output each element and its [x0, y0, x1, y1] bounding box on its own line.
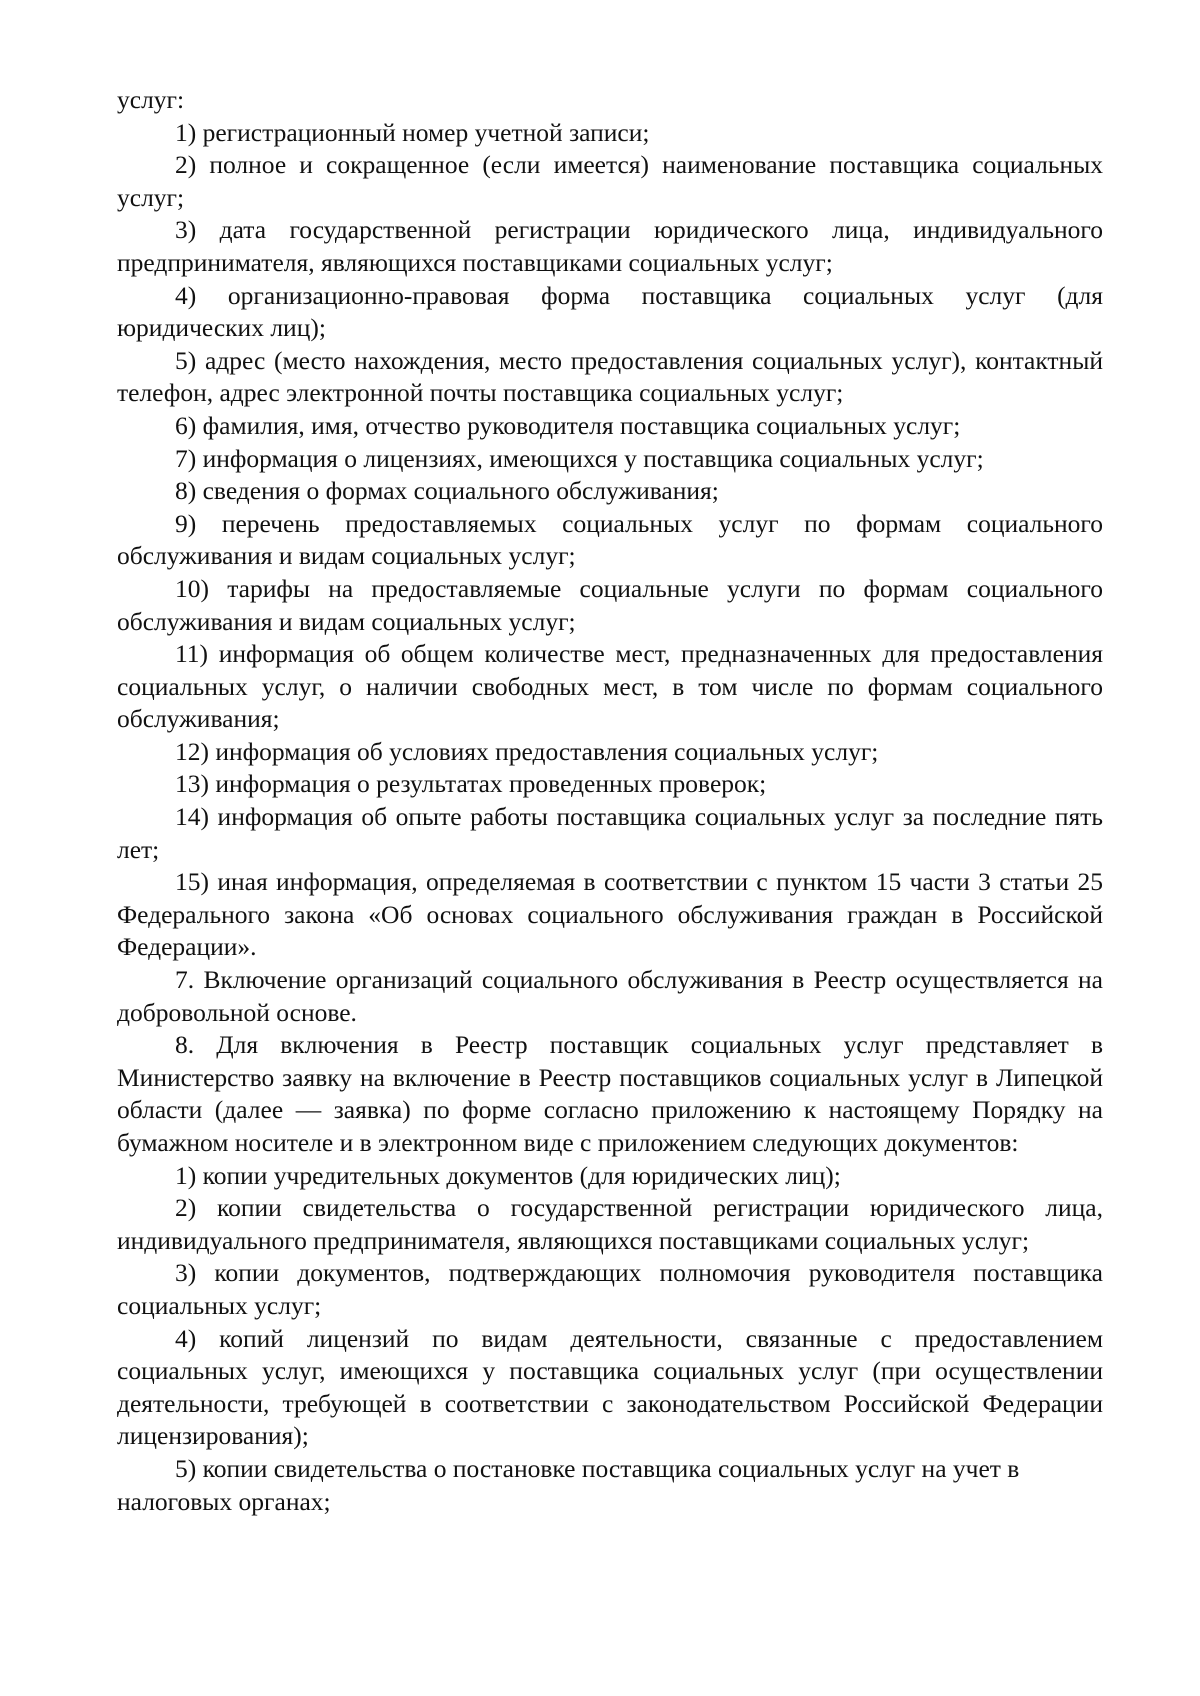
- doc-item-4: 4) копий лицензий по видам деятельности, связанные с предоставлением социальных услуг, имеющихся у поставщика социальных услуг (при осуществлении деятельности, требующей в соответствии с законодательством Российской Федерации лицензирования);: [117, 1323, 1103, 1451]
- doc-item-1: 1) копии учредительных документов (для юридических лиц);: [175, 1160, 841, 1190]
- paragraph-continuation: услуг:: [117, 85, 185, 114]
- list-item-5: 5) адрес (место нахождения, место предоставления социальных услуг), контактный телефон, адрес электронной почты поставщика социальных услуг;: [117, 345, 1103, 408]
- list-item-2: 2) полное и сокращенное (если имеется) наименование поставщика социальных услуг;: [117, 150, 1103, 212]
- list-item-9: 9) перечень предоставляемых социальных услуг по формам социального обслуживания и видам социальных услуг;: [117, 508, 1103, 571]
- list-item-11: 11) информация об общем количестве мест, предназначенных для предоставления социальных услуг, о наличии свободных мест, в том числе по формам социального обслуживания;: [117, 639, 1103, 734]
- list-item-15: 15) иная информация, определяемая в соответствии с пунктом 15 части 3 статьи 25 Федерального закона «Об основах социального обслуживания граждан в Российской Федерации».: [117, 867, 1103, 962]
- document-page: [117, 84, 1103, 1518]
- list-item-3: 3) дата государственной регистрации юридического лица, индивидуального предпринимателя, являющихся поставщиками социальных услуг;: [117, 215, 1103, 277]
- list-item-8: 8) сведения о формах социального обслуживания;: [175, 476, 719, 506]
- list-item-7: 7) информация о лицензиях, имеющихся у поставщика социальных услуг;: [175, 443, 984, 473]
- list-item-10: 10) тарифы на предоставляемые социальные услуги по формам социального обслуживания и видам социальных услуг;: [117, 573, 1103, 636]
- list-item-1: 1) регистрационный номер учетной записи;: [175, 117, 650, 147]
- doc-item-3: 3) копии документов, подтверждающих полномочия руководителя поставщика социальных услуг;: [117, 1258, 1103, 1320]
- list-item-14: 14) информация об опыте работы поставщика социальных услуг за последние пять лет;: [117, 802, 1103, 864]
- list-item-4: 4) организационно-правовая форма поставщика социальных услуг (для юридических лиц);: [117, 280, 1103, 343]
- doc-item-5: 5) копии свидетельства о постановке поставщика социальных услуг на учет в налоговых органах;: [117, 1453, 1020, 1516]
- section-8: 8. Для включения в Реестр поставщик социальных услуг представляет в Министерство заявку на включение в Реестр поставщиков социальных услуг в Липецкой области (далее — заявка) по форме согласно приложению к настоящему Порядку на бумажном носителе и в электронном виде с приложением следующих документов:: [117, 1030, 1103, 1157]
- doc-item-2: 2) копии свидетельства о государственной регистрации юридического лица, индивидуального предпринимателя, являющихся поставщиками социальных услуг;: [117, 1193, 1103, 1255]
- list-item-13: 13) информация о результатах проведенных проверок;: [175, 769, 767, 799]
- list-item-12: 12) информация об условиях предоставления социальных услуг;: [175, 736, 879, 766]
- list-item-6: 6) фамилия, имя, отчество руководителя поставщика социальных услуг;: [175, 410, 961, 440]
- section-7: 7. Включение организаций социального обслуживания в Реестр осуществляется на добровольной основе.: [117, 965, 1103, 1027]
